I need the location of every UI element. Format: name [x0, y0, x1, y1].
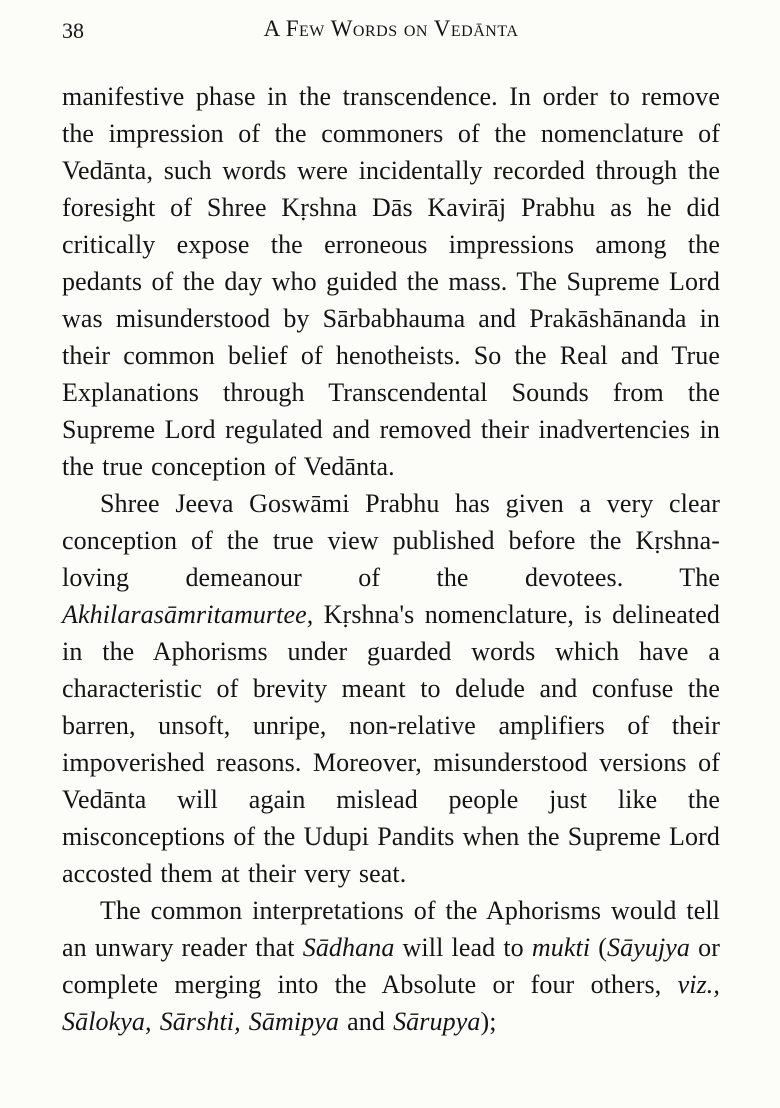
italic-term: Sārupya: [393, 1007, 481, 1036]
page-number: 38: [62, 18, 84, 43]
paragraph-text: or complete merging into the Absolute or four others,: [62, 933, 721, 999]
paragraph-text: and: [339, 1007, 394, 1036]
running-head: A Few Words on Vedānta: [263, 16, 519, 41]
paragraph-text: will lead to: [394, 933, 532, 962]
italic-term: mukti: [531, 933, 591, 962]
italic-term: Sādhana: [302, 933, 395, 962]
paragraph: [62, 78, 720, 485]
italic-term: viz., Sālokya, Sārshti, Sāmipya: [62, 970, 720, 1036]
italic-term: Akhilarasāmritamurtee,: [62, 600, 314, 629]
page-header: [62, 16, 720, 50]
paragraph: [62, 485, 720, 892]
paragraph-text: manifestive phase in the transcendence. In order to remove the impression of the commoners of the nomenclature of Vedānta, such words were incidentally recorded through the foresight of Shree Kṛshna Dās Kavirāj Prabhu as he did critically expose the erroneous impressions among the pedants of the day who guided the mass. The Supreme Lord was misunderstood by Sārbabhauma and Prakāshānanda in their common belief of henotheists. So the Real and True Explanations through Transcendental Sounds from the Supreme Lord regulated and removed their inadvertencies in the true conception of Vedānta.: [62, 82, 720, 481]
paragraph-text: The common interpretations of the Aphorisms would tell an unwary reader that: [62, 896, 720, 962]
italic-term: Sāyujya: [607, 933, 691, 962]
paragraph-text: Shree Jeeva Goswāmi Prabhu has given a very clear conception of the true view published before the Kṛshna-loving demeanour of the devotees. The: [62, 489, 720, 592]
body-text: [62, 78, 720, 1040]
paragraph-text: (: [590, 933, 608, 962]
paragraph-text: );: [480, 1007, 497, 1036]
paragraph-text: Kṛshna's nomenclature, is delineated in the Aphorisms under guarded words which have a characteristic of brevity meant to delude and confuse the barren, unsoft, unripe, non-relative amplifiers of their impoverished reasons. Moreover, misunderstood versions of Vedānta will again mislead people just like the misconceptions of the Udupi Pandits when the Supreme Lord accosted them at their very seat.: [62, 600, 720, 888]
paragraph: [62, 892, 720, 1040]
